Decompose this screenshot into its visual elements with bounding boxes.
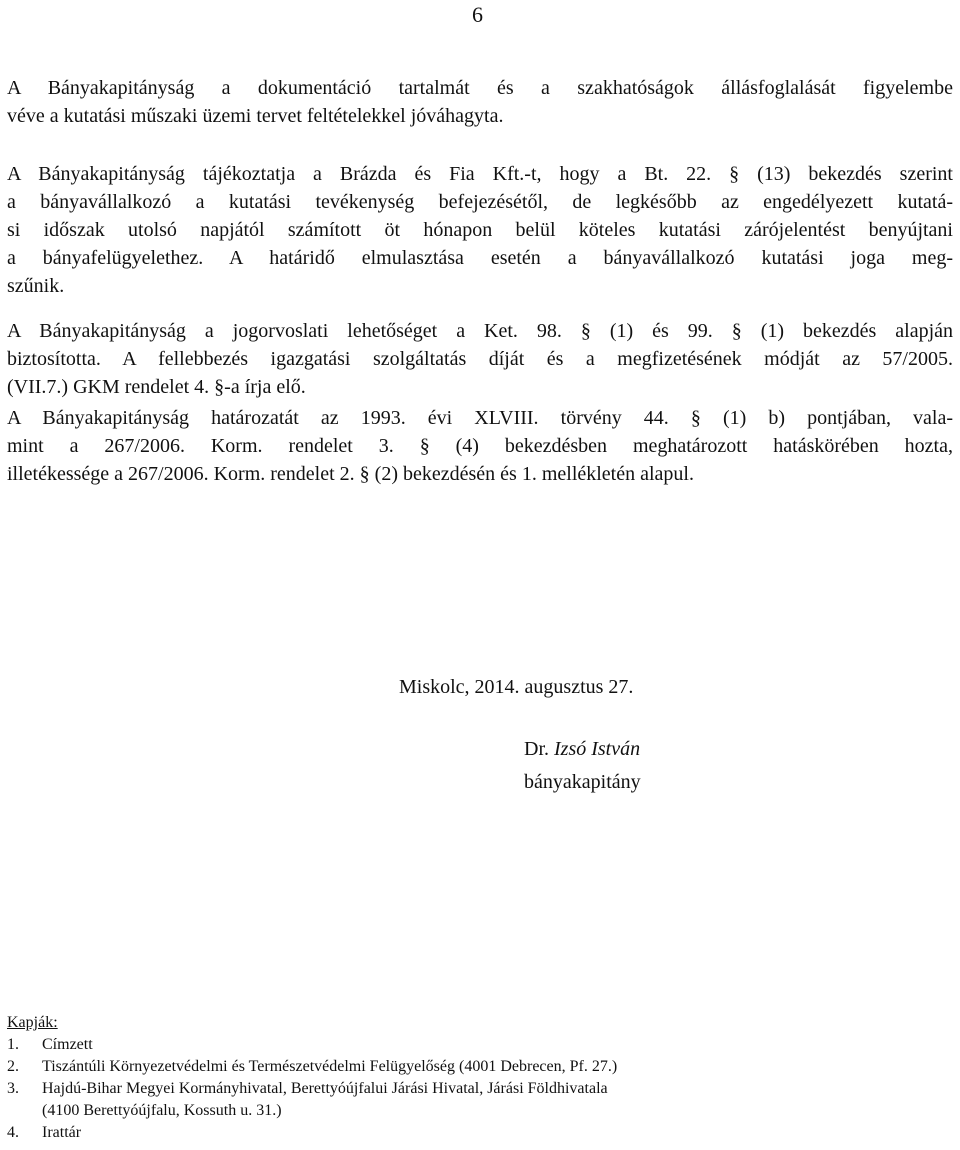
- text-line: mint a 267/2006. Korm. rendelet 3. § (4) bekezdésben meghatározott hatáskörében hozta,: [7, 435, 953, 457]
- paragraph-report-obligation: [7, 160, 953, 300]
- text-line: biztosította. A fellebbezés igazgatási szolgáltatás díját és a megfizetésének módját az 57/2005.: [7, 348, 953, 370]
- signature-block: [524, 733, 641, 799]
- recipient-item: [7, 1034, 617, 1056]
- text-line: a bányafelügyelethez. A határidő elmulasztása esetén a bányavállalkozó kutatási joga meg-: [7, 247, 953, 269]
- recipient-item: [7, 1056, 617, 1078]
- recipient-number: 2.: [7, 1058, 19, 1075]
- text-line: (VII.7.) GKM rendelet 4. §-a írja elő.: [7, 376, 306, 398]
- text-line: A Bányakapitányság a dokumentáció tartalmát és a szakhatóságok állásfoglalását figyelembe: [7, 77, 953, 99]
- text-line: a bányavállalkozó a kutatási tevékenység befejezésétől, de legkésőbb az engedélyezett kutatá-: [7, 191, 953, 213]
- recipient-text-continued: (4100 Berettyóújfalu, Kossuth u. 31.): [42, 1102, 282, 1119]
- recipient-item: [7, 1078, 617, 1122]
- recipient-number: 4.: [7, 1124, 19, 1141]
- recipient-number: 1.: [7, 1036, 19, 1053]
- text-line: szűnik.: [7, 275, 65, 297]
- signatory-name-line: [524, 733, 641, 766]
- signatory-name: Izsó István: [554, 738, 641, 760]
- text-line: illetékessége a 267/2006. Korm. rendelet 2. § (2) bekezdésén és 1. mellékletén alapul.: [7, 463, 694, 485]
- text-line: A Bányakapitányság tájékoztatja a Brázda és Fia Kft.-t, hogy a Bt. 22. § (13) bekezdés szerint: [7, 163, 953, 185]
- signatory-position: bányakapitány: [524, 771, 641, 793]
- recipient-text: Címzett: [42, 1036, 93, 1053]
- recipients-list: [7, 1012, 617, 1144]
- recipient-number: 3.: [7, 1080, 19, 1097]
- paragraph-legal-remedy: [7, 317, 953, 401]
- signatory-title-prefix: Dr.: [524, 738, 549, 760]
- text-line: si időszak utolsó napjától számított öt hónapon belül köteles kutatási zárójelentést benyújtani: [7, 219, 953, 241]
- place-and-date: Miskolc, 2014. augusztus 27.: [399, 676, 634, 698]
- recipient-text: Hajdú-Bihar Megyei Kormányhivatal, Berettyóújfalui Járási Hivatal, Járási Földhivatala: [42, 1080, 608, 1097]
- text-line: véve a kutatási műszaki üzemi tervet feltételekkel jóváhagyta.: [7, 105, 504, 127]
- text-line: A Bányakapitányság határozatát az 1993. évi XLVIII. törvény 44. § (1) b) pontjában, vala-: [7, 407, 953, 429]
- recipient-text: Tiszántúli Környezetvédelmi és Természetvédelmi Felügyelőség (4001 Debrecen, Pf. 27.): [42, 1058, 618, 1075]
- text-line: A Bányakapitányság a jogorvoslati lehetőséget a Ket. 98. § (1) és 99. § (1) bekezdés alapján: [7, 320, 953, 342]
- recipient-item: [7, 1122, 617, 1144]
- paragraph-approval: [7, 74, 953, 130]
- recipients-title: Kapják:: [7, 1014, 58, 1031]
- paragraph-authority: [7, 404, 953, 488]
- recipient-text: Irattár: [42, 1124, 82, 1141]
- page-number: 6: [472, 2, 483, 27]
